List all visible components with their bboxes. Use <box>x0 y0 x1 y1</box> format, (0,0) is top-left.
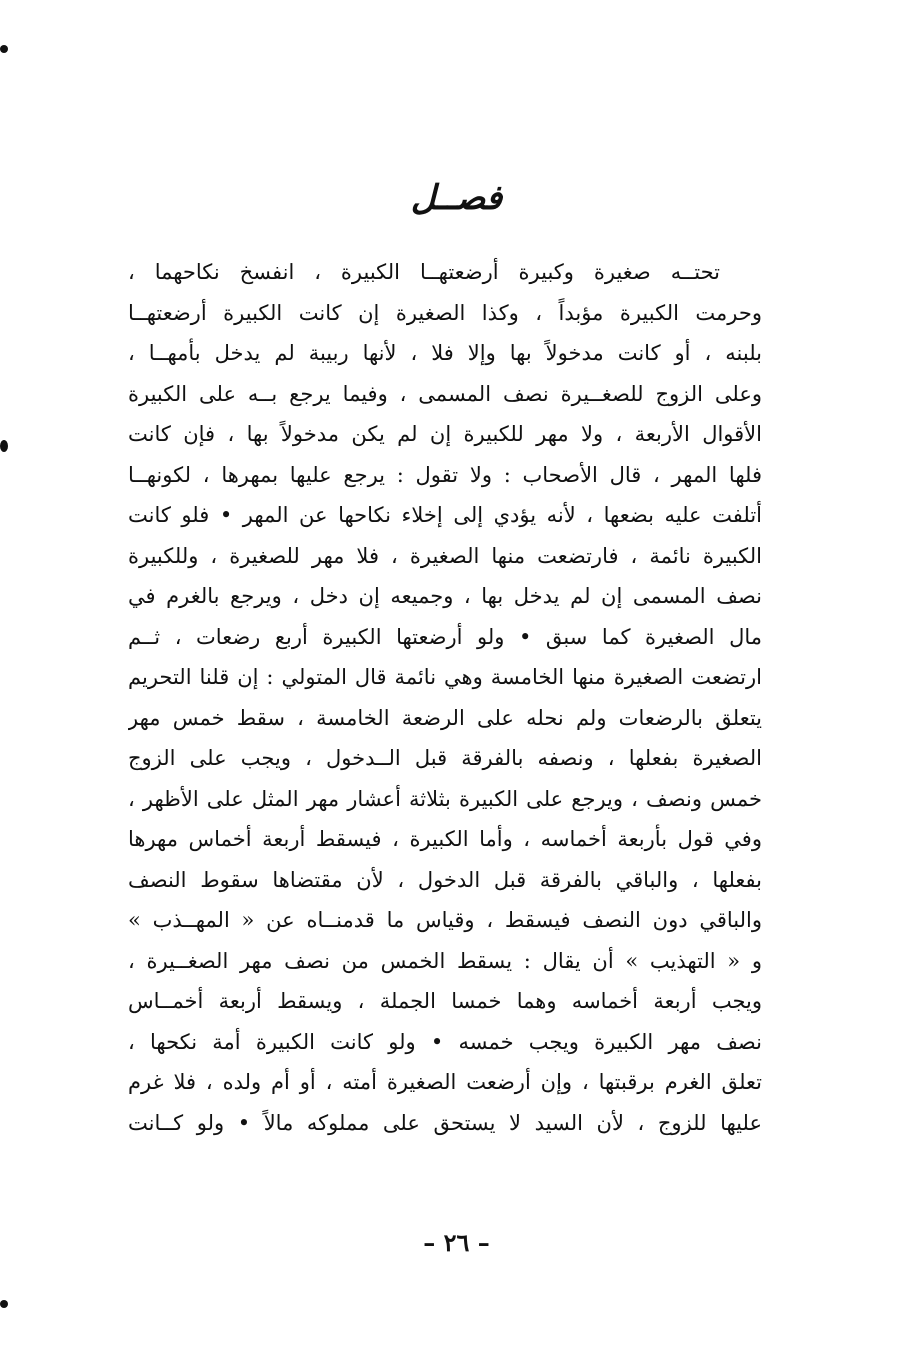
text-line: نصف المسمى إن لم يدخل بها ، وجميعه إن دخل ، ويرجع بالغرم في <box>128 584 762 608</box>
text-line: أتلفت عليه بضعها ، لأنه يؤدي إلى إخلاء نكاحها عن المهر • فلو كانت <box>128 503 762 527</box>
text-line: والباقي دون النصف فيسقط ، وقياس ما قدمنــاه عن « المهــذب » <box>128 908 762 932</box>
text-line: وحرمت الكبيرة مؤبداً ، وكذا الصغيرة إن كانت الكبيرة أرضعتهــا <box>128 300 762 325</box>
text-line: الكبيرة نائمة ، فارتضعت منها الصغيرة ، فلا مهر للصغيرة ، وللكبيرة <box>128 543 762 568</box>
page-number: – ٢٦ – <box>423 1228 490 1257</box>
text-line: ويجب أربعة أخماسه وهما خمسا الجملة ، ويسقط أربعة أخمــاس <box>128 989 762 1013</box>
text-line: وعلى الزوج للصغــيرة نصف المسمى ، وفيما يرجع بــه على الكبيرة <box>128 381 762 406</box>
text-line: الصغيرة بفعلها ، ونصفه بالفرقة قبل الــدخول ، ويجب على الزوج <box>128 746 762 770</box>
body-text <box>128 252 762 1143</box>
text-line: ارتضعت الصغيرة منها الخامسة وهي نائمة قال المتولي : إن قلنا التحريم <box>128 665 762 689</box>
text-line: يتعلق بالرضعات ولم نحله على الرضعة الخامسة ، سقط خمس مهر <box>128 705 762 730</box>
scan-edge-mark <box>0 1300 8 1308</box>
scan-edge-mark <box>0 45 8 53</box>
text-line: نصف مهر الكبيرة ويجب خمسه • ولو كانت الكبيرة أمة نكحها ، <box>128 1029 762 1054</box>
text-line: بفعلها ، والباقي بالفرقة قبل الدخول ، لأن مقتضاها سقوط النصف <box>128 867 762 892</box>
scan-edge-mark <box>0 440 8 452</box>
text-line: الأقوال الأربعة ، ولا مهر للكبيرة إن لم يكن مدخولاً بها ، فإن كانت <box>128 422 762 446</box>
text-line: و « التهذيب » أن يقال : يسقط الخمس من نصف مهر الصغــيرة ، <box>128 948 762 973</box>
text-line: عليها للزوج ، لأن السيد لا يستحق على مملوكه مالاً • ولو كــانت <box>128 1110 762 1135</box>
text-line: خمس ونصف ، ويرجع على الكبيرة بثلاثة أعشار مهر المثل على الأظهر ، <box>128 786 762 811</box>
text-line: فلها المهر ، قال الأصحاب : ولا تقول : يرجع عليها بمهرها ، لكونهــا <box>128 462 762 487</box>
text-line: وفي قول بأربعة أخماسه ، وأما الكبيرة ، فيسقط أربعة أخماس مهرها <box>128 827 762 851</box>
text-line: تحتــه صغيرة وكبيرة أرضعتهــا الكبيرة ، انفسخ نكاحهما ، <box>128 260 720 284</box>
section-heading: فصــل <box>410 178 503 218</box>
text-line: تعلق الغرم برقبتها ، وإن أرضعت الصغيرة أمته ، أو أم ولده ، فلا غرم <box>128 1070 762 1094</box>
text-line: بلبنه ، أو كانت مدخولاً بها وإلا فلا ، لأنها ربيبة لم يدخل بأمهــا ، <box>128 341 762 365</box>
text-line: مال الصغيرة كما سبق • ولو أرضعتها الكبيرة أربع رضعات ، ثــم <box>128 624 762 649</box>
